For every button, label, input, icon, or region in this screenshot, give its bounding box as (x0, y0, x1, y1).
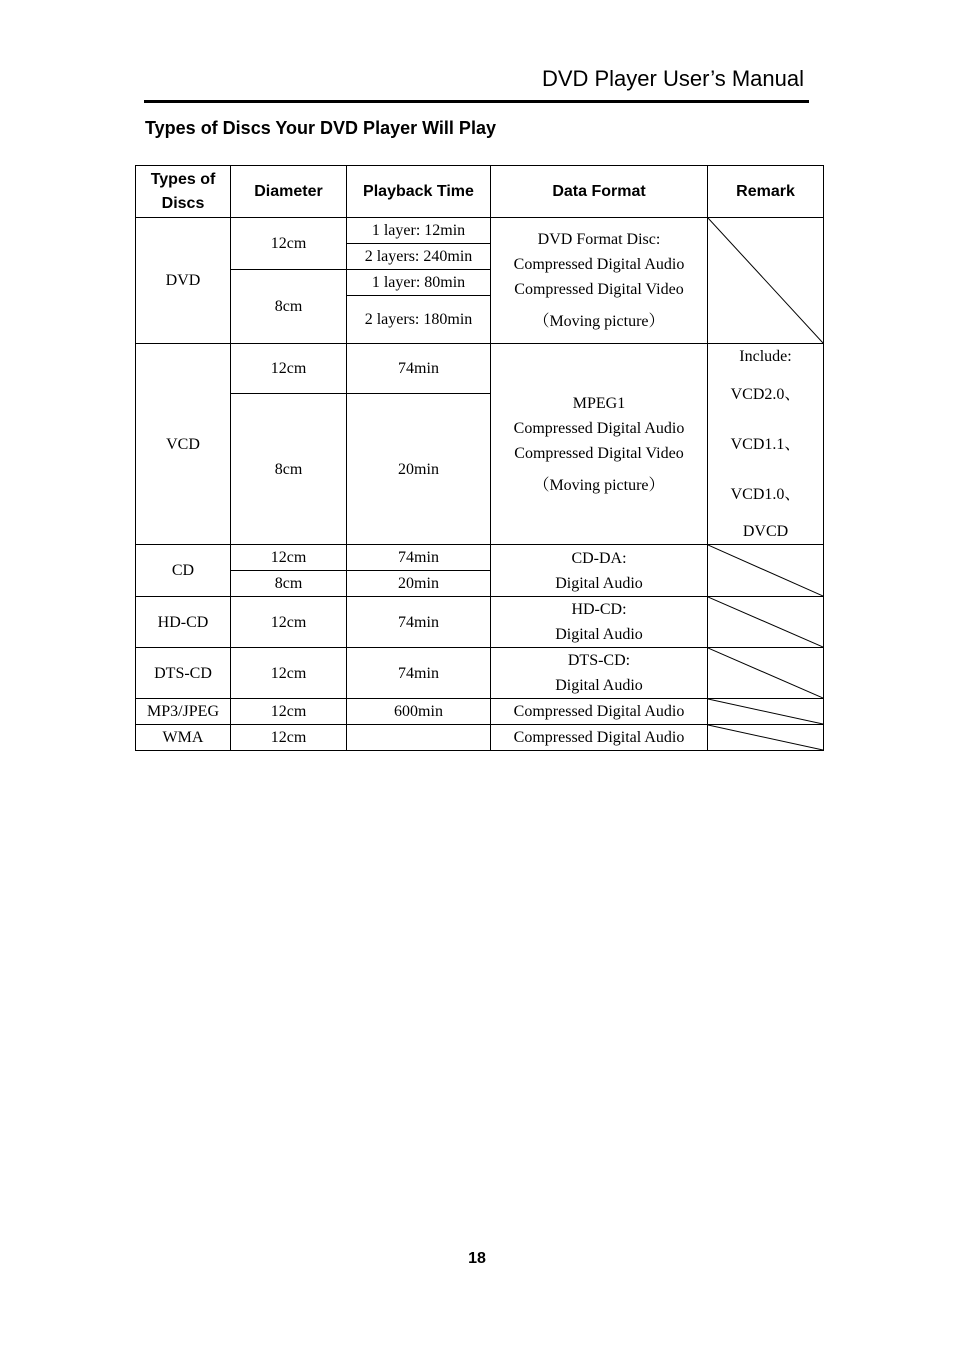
diagonal-slash (708, 699, 823, 724)
table-row-dvd-1 (136, 218, 824, 244)
vcd-remark-line: VCD2.0、 (730, 386, 801, 403)
cell-cd-diameter-12: 12cm (231, 545, 347, 571)
cell-dvd-playback-8-1: 1 layer: 80min (347, 270, 491, 296)
header-types-line2: Discs (161, 194, 205, 212)
cell-dvd-playback-8-2: 2 layers: 180min (347, 296, 491, 344)
vcd-remark-line: VCD1.0、 (730, 486, 801, 503)
disc-types-table (135, 165, 824, 751)
cell-hdcd-format (491, 597, 708, 648)
table-row-vcd-1 (136, 344, 824, 394)
cell-vcd-remark (708, 344, 824, 545)
dtscd-format-line: Digital Audio (555, 677, 643, 694)
cell-dvd-playback-12-1: 1 layer: 12min (347, 218, 491, 244)
vcd-format-line: Compressed Digital Audio (513, 419, 685, 437)
cell-vcd-diameter-8: 8cm (231, 394, 347, 545)
header-playback-time: Playback Time (347, 166, 491, 218)
table-row-wma (136, 725, 824, 751)
vcd-remark-line: Include: (739, 348, 792, 365)
cell-vcd-playback-8: 20min (347, 394, 491, 545)
diagonal-slash (708, 648, 823, 698)
cell-wma-format: Compressed Digital Audio (491, 725, 708, 751)
cell-mp3-remark-empty (708, 699, 824, 725)
cell-dvd-type: DVD (136, 218, 231, 344)
cell-dtscd-diameter: 12cm (231, 648, 347, 699)
cell-hdcd-diameter: 12cm (231, 597, 347, 648)
cell-hdcd-type: HD-CD (136, 597, 231, 648)
table-row-hdcd (136, 597, 824, 648)
cell-dtscd-playback: 74min (347, 648, 491, 699)
cell-mp3-playback: 600min (347, 699, 491, 725)
diagonal-slash (708, 218, 823, 343)
vcd-format-line: Compressed Digital Video (514, 444, 684, 462)
dtscd-format-line: DTS-CD: (567, 652, 631, 669)
cell-dvd-remark-empty (708, 218, 824, 344)
cell-mp3-diameter: 12cm (231, 699, 347, 725)
table-row-mp3-jpeg (136, 699, 824, 725)
cell-cd-diameter-8: 8cm (231, 571, 347, 597)
vcd-remark-line: DVCD (742, 523, 789, 540)
cell-dtscd-remark-empty (708, 648, 824, 699)
cell-hdcd-playback: 74min (347, 597, 491, 648)
header-divider (144, 100, 809, 103)
diagonal-slash (708, 725, 823, 750)
cd-format-line: CD-DA: (571, 549, 627, 567)
header-types-of-discs (136, 166, 231, 218)
dvd-format-line: DVD Format Disc: (537, 231, 661, 248)
header-types-line1: Types of (150, 170, 216, 188)
cell-cd-type: CD (136, 545, 231, 597)
cell-wma-playback (347, 725, 491, 751)
hdcd-format-line: HD-CD: (571, 601, 627, 618)
header-data-format: Data Format (491, 166, 708, 218)
cell-cd-format (491, 545, 708, 597)
cell-mp3-type: MP3/JPEG (136, 699, 231, 725)
cell-cd-remark-empty (708, 545, 824, 597)
cell-dvd-diameter-12: 12cm (231, 218, 347, 270)
table-header-row (136, 166, 824, 218)
cell-vcd-type: VCD (136, 344, 231, 545)
cell-hdcd-remark-empty (708, 597, 824, 648)
cell-cd-playback-12: 74min (347, 545, 491, 571)
dvd-format-line: Compressed Digital Video (514, 281, 684, 298)
cell-wma-type: WMA (136, 725, 231, 751)
cell-mp3-format: Compressed Digital Audio (491, 699, 708, 725)
diagonal-slash (708, 545, 823, 596)
vcd-format-line: MPEG1 (572, 394, 626, 412)
hdcd-format-line: Digital Audio (555, 626, 643, 643)
diagonal-slash (708, 597, 823, 647)
header-diameter: Diameter (231, 166, 347, 218)
cell-dtscd-format (491, 648, 708, 699)
dvd-format-line: （Moving picture） (533, 313, 665, 330)
vcd-remark-line: VCD1.1、 (730, 436, 801, 453)
cell-dvd-diameter-8: 8cm (231, 270, 347, 344)
cell-wma-diameter: 12cm (231, 725, 347, 751)
cell-dtscd-type: DTS-CD (136, 648, 231, 699)
table-row-dtscd (136, 648, 824, 699)
manual-title: DVD Player User’s Manual (541, 66, 804, 91)
cell-dvd-playback-12-2: 2 layers: 240min (347, 244, 491, 270)
table-row-cd-1 (136, 545, 824, 571)
vcd-format-line: （Moving picture） (533, 476, 665, 494)
cell-vcd-diameter-12: 12cm (231, 344, 347, 394)
cd-format-line: Digital Audio (555, 574, 643, 592)
dvd-format-line: Compressed Digital Audio (513, 256, 685, 273)
cell-dvd-format (491, 218, 708, 344)
cell-cd-playback-8: 20min (347, 571, 491, 597)
header-remark: Remark (708, 166, 824, 218)
page-number: 18 (468, 1250, 486, 1267)
section-title: Types of Discs Your DVD Player Will Play (145, 118, 496, 138)
cell-vcd-playback-12: 74min (347, 344, 491, 394)
cell-wma-remark-empty (708, 725, 824, 751)
cell-vcd-format (491, 344, 708, 545)
